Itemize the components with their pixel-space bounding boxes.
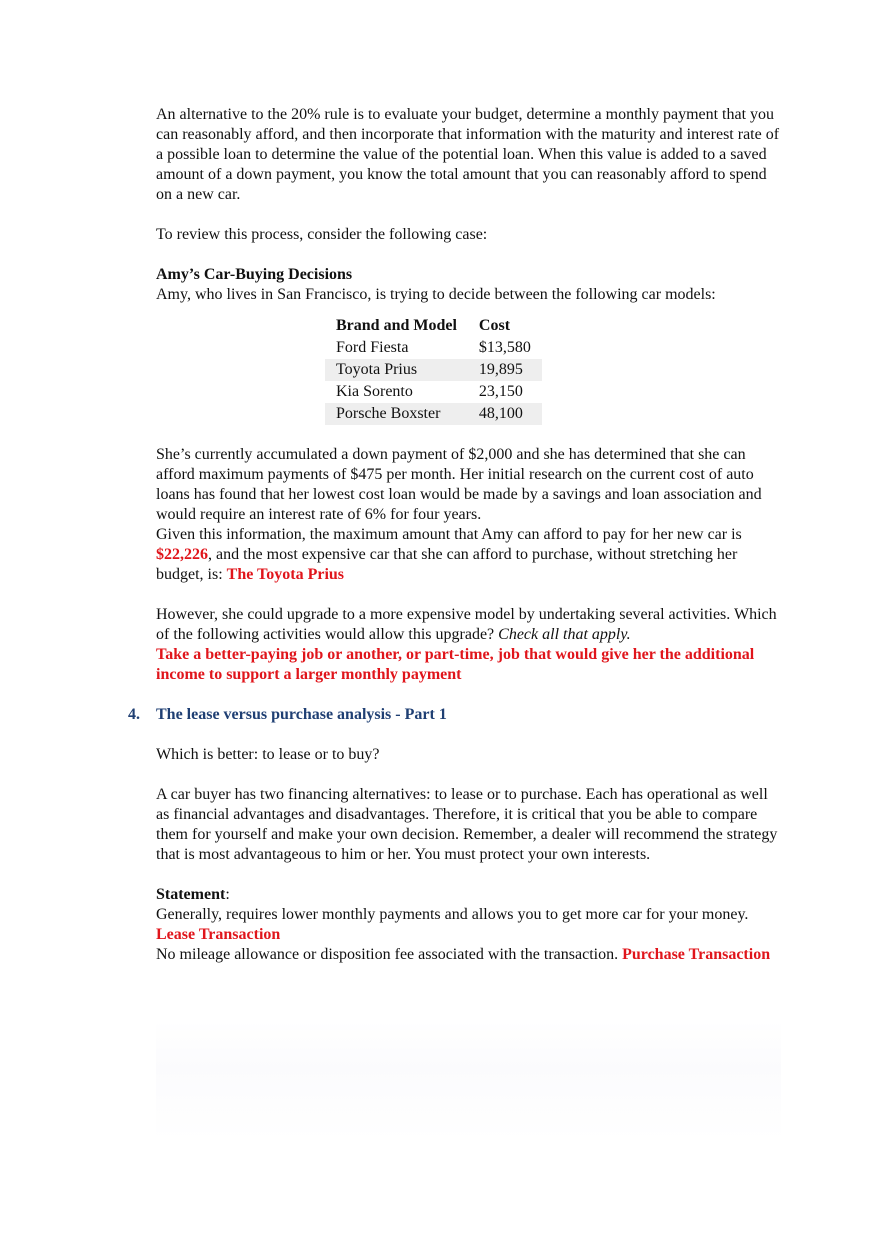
document-body [128,105,781,965]
page-shade [156,1020,781,1140]
max-amount-answer: $22,226 [156,546,208,563]
lease-buy-question: Which is better: to lease or to buy? [156,746,380,763]
statement-label [156,885,781,905]
table-header-row [325,315,542,337]
car-answer: The Toyota Prius [226,566,345,583]
section-title: The lease versus purchase analysis - Part 1 [156,706,447,723]
case-body-2 [156,525,781,585]
statement-label-colon: : [225,886,230,903]
case-body-1: She’s currently accumulated a down payment of $2,000 and she has determined that she can afford maximum payments of $475 per month. Her initial research on the current cost of auto loans has found that her lowest cost loan would be made by a savings and loan association and would require an interest rate of 6% for four years. [156,446,762,523]
upgrade-answer: Take a better-paying job or another, or part-time, job that would give her the additional income to support a larger monthly payment [156,646,755,683]
table-cell-model: Toyota Prius [325,359,468,381]
table-cell-cost: 19,895 [468,359,542,381]
alt-rule-paragraph: An alternative to the 20% rule is to evaluate your budget, determine a monthly payment that you can reasonably afford, and then incorporate that information with the maturity and interest rate of a possible loan to determine the value of the potential loan. When this value is added to a saved amount of a down payment, you know the total amount that you can reasonably afford to spend on a new car. [156,106,780,203]
statement-item [156,945,781,965]
check-all-note: Check all that apply. [498,626,631,643]
table-cell-cost: 23,150 [478,383,523,400]
statement-label-text: Statement [156,886,226,903]
statement-answer: Lease Transaction [156,926,281,943]
table-cell-cost: $13,580 [478,339,531,356]
case-body-2-middle: , and the most expensive car that she can afford to purchase, without stretching her budget, is: [156,546,738,583]
table-cell-model: Ford Fiesta [336,339,409,356]
table-row [325,403,542,425]
section-heading [128,705,781,725]
section-number: 4. [128,706,140,723]
table-row [325,359,542,381]
table-row [325,337,542,359]
header-cost: Cost [478,317,511,334]
financing-paragraph: A car buyer has two financing alternatives: to lease or to purchase. Each has operational as well as financial advantages and disadvantages. Therefore, it is critical that you be able to compare them for yourself and make your own decision. Remember, a dealer will recommend the strategy that is most advantageous to him or her. You must protect your own interests. [156,786,778,863]
table-row [325,381,542,403]
review-line: To review this process, consider the following case: [156,226,488,243]
statement-answer: Purchase Transaction [622,946,771,963]
case-intro: Amy, who lives in San Francisco, is trying to decide between the following car models: [156,286,716,303]
table-cell-cost: 48,100 [468,403,542,425]
statement-item [156,905,781,945]
table-cell-model: Porsche Boxster [325,403,468,425]
case-title: Amy’s Car-Buying Decisions [156,266,353,283]
case-body-2-prefix: Given this information, the maximum amount that Amy can afford to pay for her new car is [156,526,742,543]
statement-text: Generally, requires lower monthly payments and allows you to get more car for your money. [156,906,749,923]
upgrade-text: However, she could upgrade to a more expensive model by undertaking several activities. Which of the following activities would allow this upgrade? [156,606,777,643]
upgrade-question [156,605,781,645]
statement-text: No mileage allowance or disposition fee associated with the transaction. [156,946,623,963]
car-cost-table [325,315,542,425]
table-cell-model: Kia Sorento [336,383,413,400]
header-brand-model: Brand and Model [336,317,457,334]
